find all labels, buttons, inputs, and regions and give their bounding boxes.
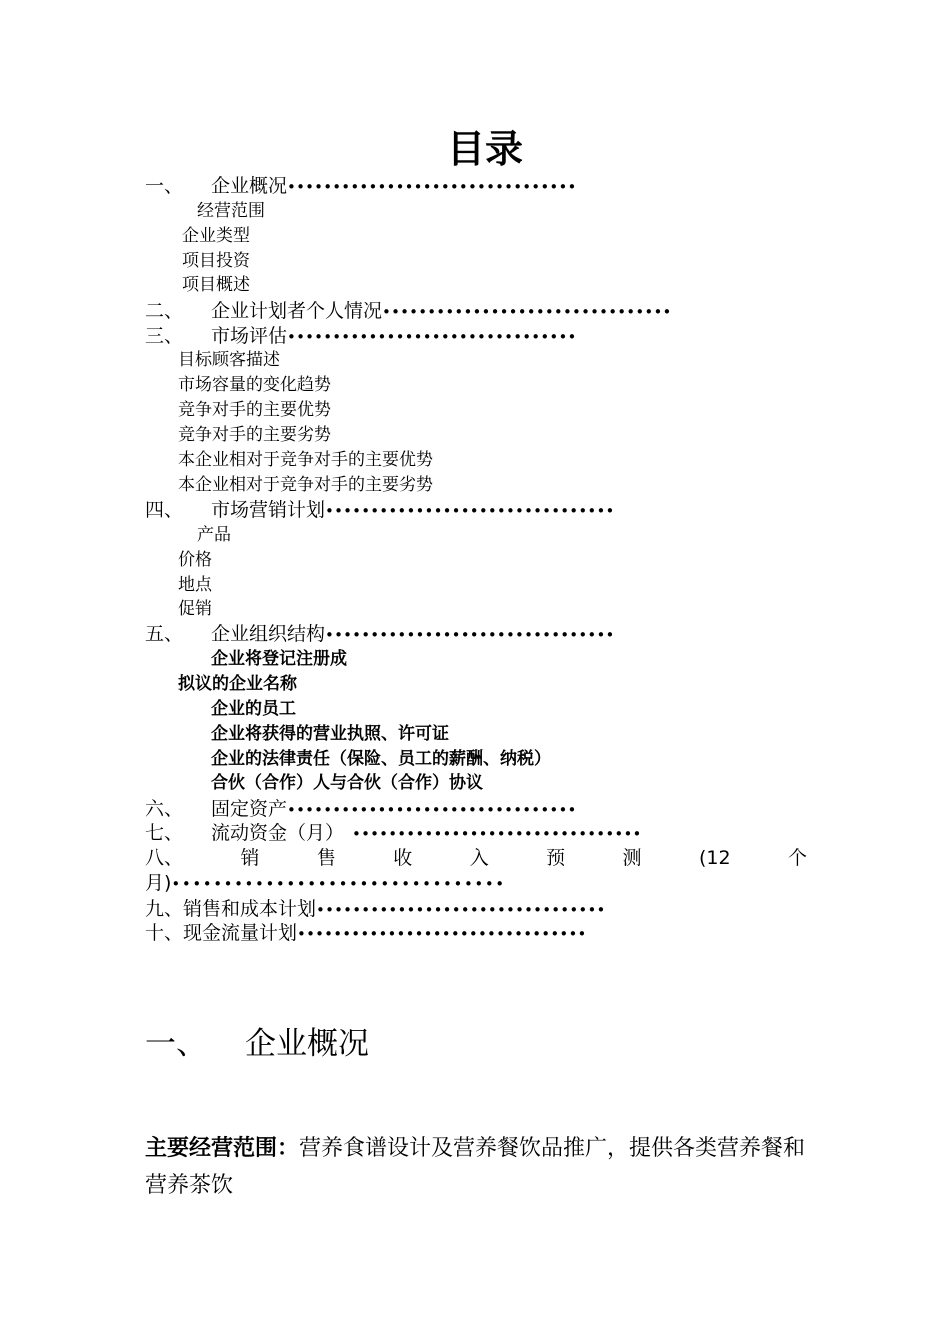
toc-text: 九、销售和成本计划 xyxy=(145,898,317,920)
section-paragraph xyxy=(145,1130,810,1204)
toc-leader: •••••••••••••••••••••••••••••••• xyxy=(325,626,615,644)
toc-word: 入 xyxy=(469,847,489,869)
toc-entry-8 xyxy=(145,846,807,870)
toc-leader: •••••••••••••••••••••••••••••••• xyxy=(287,328,577,346)
toc-subentry: 价格 xyxy=(178,550,212,570)
toc-entry-4 xyxy=(145,498,615,523)
toc-word: 售 xyxy=(316,847,336,869)
paragraph-label: 主要经营范围： xyxy=(145,1136,300,1161)
toc-leader: •••••••••••••••••••••••••••••••• xyxy=(287,178,577,196)
toc-word: 个 xyxy=(787,847,807,869)
toc-subentry: 合伙（合作）人与合伙（合作）协议 xyxy=(211,773,483,793)
toc-subentry: 市场容量的变化趋势 xyxy=(178,375,331,395)
toc-word: 预 xyxy=(546,847,566,869)
toc-subentry: 企业将登记注册成 xyxy=(211,649,347,669)
toc-num: 八、 xyxy=(145,847,184,869)
toc-entry-1 xyxy=(145,174,577,199)
toc-subentry: 本企业相对于竞争对手的主要劣势 xyxy=(178,475,433,495)
toc-text: 企业组织结构 xyxy=(211,623,326,645)
toc-text: 市场营销计划 xyxy=(211,499,326,521)
toc-subentry: 竞争对手的主要优势 xyxy=(178,400,331,420)
toc-subentry: 项目概述 xyxy=(182,275,250,295)
toc-leader: •••••••••••••••••••••••••••••••• xyxy=(382,303,672,321)
section-title: 企业概况 xyxy=(245,1026,369,1062)
toc-subentry: 地点 xyxy=(178,575,212,595)
toc-text: 企业概况 xyxy=(211,175,288,197)
toc-text: 市场评估 xyxy=(211,325,288,347)
toc-num: 一、 xyxy=(145,175,184,197)
toc-text: 固定资产 xyxy=(211,798,288,820)
toc-leader: •••••••••••••••••••••••••••••••• xyxy=(316,901,606,919)
toc-num: 三、 xyxy=(145,325,184,347)
toc-subentry: 竞争对手的主要劣势 xyxy=(178,425,331,445)
toc-entry-2 xyxy=(145,299,672,324)
toc-entry-9 xyxy=(145,897,606,922)
toc-entry-3 xyxy=(145,324,577,349)
toc-subentry: 拟议的企业名称 xyxy=(178,674,297,694)
toc-entry-8-cont xyxy=(145,871,506,896)
toc-num: 二、 xyxy=(145,300,184,322)
toc-leader: •••••••••••••••••••••••••••••••• xyxy=(171,875,506,893)
toc-text: 月) xyxy=(145,872,172,894)
toc-num: 四、 xyxy=(145,499,184,521)
toc-num: 七、 xyxy=(145,822,184,844)
toc-subentry: 企业的员工 xyxy=(211,699,296,719)
toc-leader: •••••••••••••••••••••••••••••••• xyxy=(352,825,642,843)
toc-text: 流动资金（月） xyxy=(211,822,345,844)
toc-leader: •••••••••••••••••••••••••••••••• xyxy=(287,801,577,819)
toc-leader: •••••••••••••••••••••••••••••••• xyxy=(297,925,587,943)
toc-subentry: 产品 xyxy=(197,525,231,545)
toc-entry-10 xyxy=(145,921,587,946)
toc-subentry: 项目投资 xyxy=(182,251,250,271)
toc-subentry: 企业将获得的营业执照、许可证 xyxy=(211,724,449,744)
toc-subentry: 本企业相对于竞争对手的主要优势 xyxy=(178,450,433,470)
toc-subentry: 经营范围 xyxy=(197,201,265,221)
toc-text: 企业计划者个人情况 xyxy=(211,300,383,322)
section-heading xyxy=(145,1022,369,1066)
toc-text: 十、现金流量计划 xyxy=(145,922,298,944)
toc-title: 目录 xyxy=(446,127,523,171)
toc-num: 六、 xyxy=(145,798,184,820)
toc-leader: •••••••••••••••••••••••••••••••• xyxy=(325,502,615,520)
toc-subentry: 企业的法律责任（保险、员工的薪酬、纳税） xyxy=(211,749,551,769)
toc-subentry: 目标顾客描述 xyxy=(178,350,280,370)
toc-entry-5 xyxy=(145,622,615,647)
toc-word: 收 xyxy=(393,847,413,869)
paragraph-text: 营养食谱设计及营养餐饮品推广，提供各类营养餐和营养茶饮 xyxy=(145,1136,806,1198)
toc-subentry: 企业类型 xyxy=(182,226,250,246)
toc-subentry: 促销 xyxy=(178,599,212,619)
toc-word: 测 xyxy=(622,847,642,869)
toc-num: 五、 xyxy=(145,623,184,645)
toc-entry-6 xyxy=(145,797,577,822)
section-num: 一、 xyxy=(145,1026,207,1062)
toc-word: (12 xyxy=(698,847,731,869)
toc-entry-7 xyxy=(145,821,642,846)
toc-word: 销 xyxy=(240,847,260,869)
